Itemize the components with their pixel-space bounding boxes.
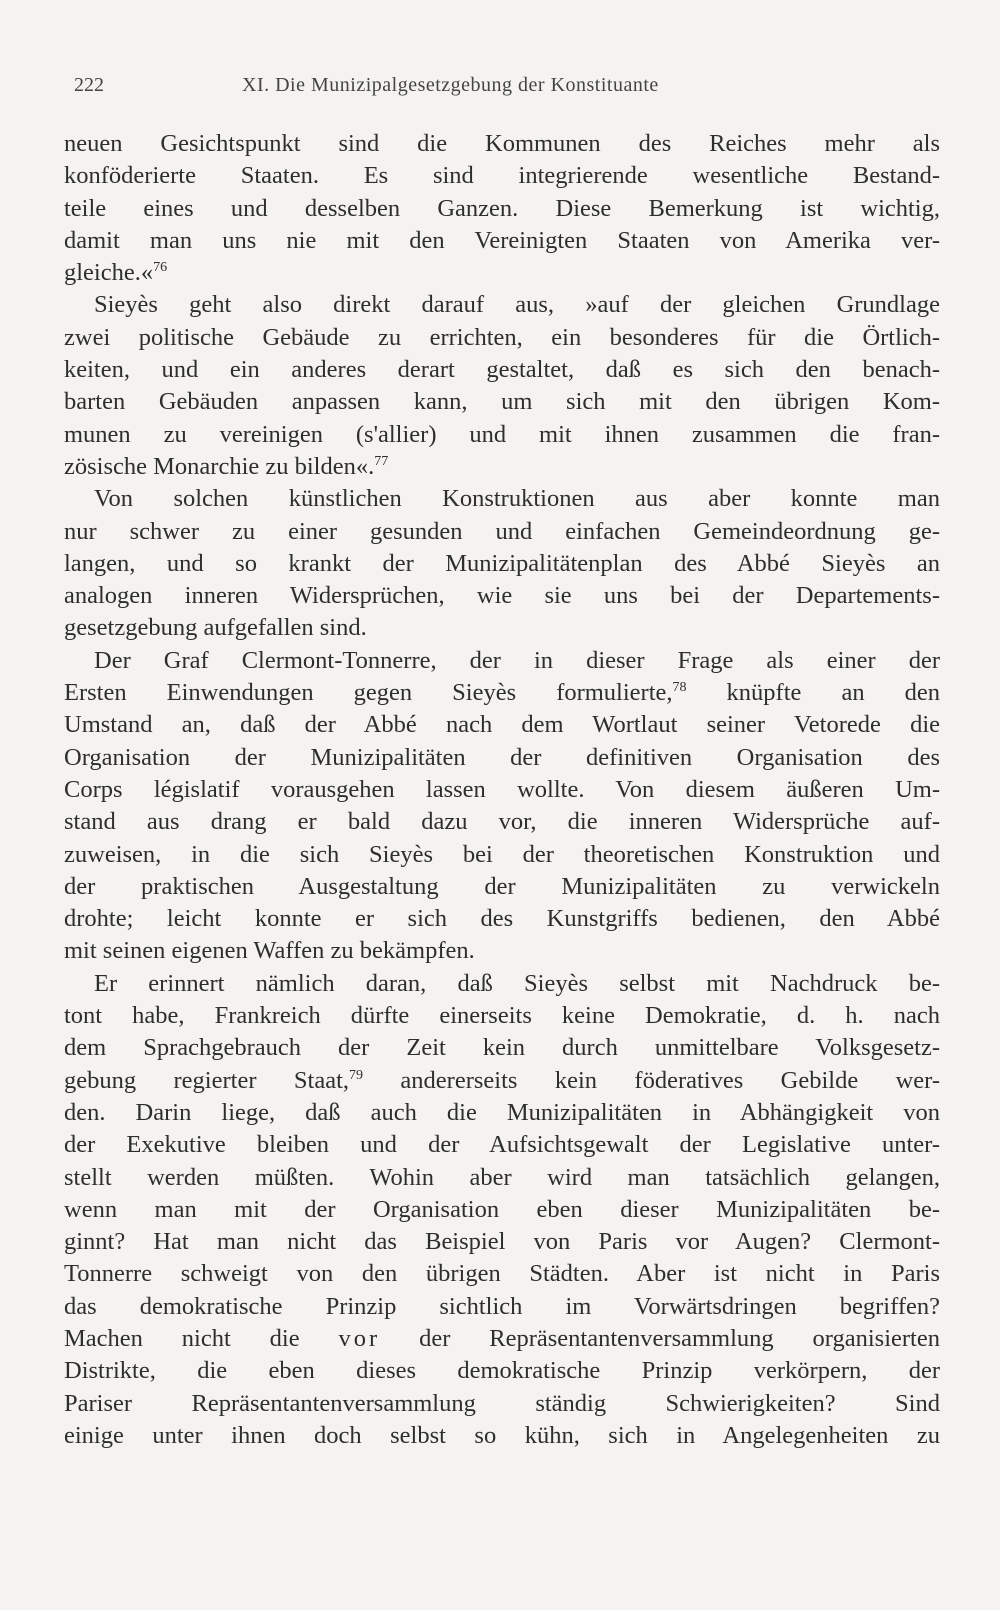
footnote-marker: 79: [349, 1067, 364, 1083]
text-line: [64, 1291, 940, 1323]
line-text: teile eines und desselben Ganzen. Diese Bemerkung ist wichtig,: [64, 194, 940, 222]
line-text: nur schwer zu einer gesunden und einfachen Gemeindeordnung ge-: [64, 517, 940, 545]
line-text: Sieyès geht also direkt darauf aus, »auf der gleichen Grundlage: [94, 291, 940, 319]
line-text: drohte; leicht konnte er sich des Kunstgriffs bedienen, den Abbé: [64, 905, 940, 933]
running-title: XI. Die Munizipalgesetzgebung der Konstituante: [242, 74, 659, 96]
text-line: [64, 774, 940, 806]
line-text-continued: knüpfte an den: [686, 679, 940, 707]
text-line: [64, 483, 940, 515]
text-line: [64, 516, 940, 548]
line-text: Corps législatif vorausgehen lassen wollte. Von diesem äußeren Um-: [64, 775, 940, 803]
spaced-emphasis: vor: [338, 1324, 381, 1352]
line-text: langen, und so krankt der Munizipalitätenplan des Abbé Sieyès an: [64, 549, 940, 577]
line-text: gebung regierter Staat,: [64, 1066, 350, 1094]
line-text: munen zu vereinigen (s'allier) und mit ihnen zusammen die fran-: [64, 420, 940, 448]
text-line: [64, 1129, 940, 1161]
line-text: der Exekutive bleiben und der Aufsichtsgewalt der Legislative unter-: [64, 1131, 940, 1159]
line-text: gleiche.«: [64, 259, 154, 287]
text-line: [64, 935, 940, 967]
text-line: [64, 160, 940, 192]
text-line: [64, 451, 940, 483]
text-line: [64, 968, 940, 1000]
line-text: einige unter ihnen doch selbst so kühn, sich in Angelegenheiten zu: [64, 1421, 940, 1449]
line-text: ginnt? Hat man nicht das Beispiel von Paris vor Augen? Clermont-: [64, 1228, 940, 1256]
text-line: [64, 386, 940, 418]
footnote-marker: 77: [374, 453, 389, 469]
line-text: Tonnerre schweigt von den übrigen Städten. Aber ist nicht in Paris: [64, 1260, 940, 1288]
text-line: [64, 128, 940, 160]
line-text: zösische Monarchie zu bilden«.: [64, 452, 375, 480]
line-text: mit seinen eigenen Waffen zu bekämpfen.: [64, 937, 475, 965]
text-line: [64, 1226, 940, 1258]
text-line: [64, 289, 940, 321]
text-line: [64, 548, 940, 580]
line-text: stellt werden müßten. Wohin aber wird man tatsächlich gelangen,: [64, 1163, 940, 1191]
line-text-continued: andererseits kein föderatives Gebilde wer-: [363, 1066, 940, 1094]
body-text: [64, 128, 940, 1452]
line-text: Machen nicht die: [64, 1324, 339, 1352]
text-line: [64, 806, 940, 838]
line-text: neuen Gesichtspunkt sind die Kommunen des Reiches mehr als: [64, 130, 940, 157]
text-line: [64, 742, 940, 774]
text-line: [64, 1065, 940, 1097]
text-line: [64, 1032, 940, 1064]
page-number: 222: [74, 74, 104, 96]
footnote-marker: 78: [672, 680, 687, 696]
text-line: [64, 612, 940, 644]
line-text: konföderierte Staaten. Es sind integrierende wesentliche Bestand-: [64, 162, 940, 190]
line-text: Distrikte, die eben dieses demokratische Prinzip verkörpern, der: [64, 1357, 940, 1385]
text-line: [64, 1258, 940, 1290]
line-text: das demokratische Prinzip sichtlich im Vorwärtsdringen begriffen?: [64, 1292, 940, 1320]
text-line: [64, 193, 940, 225]
footnote-marker: 76: [153, 260, 168, 276]
line-text: Er erinnert nämlich daran, daß Sieyès selbst mit Nachdruck be-: [94, 969, 940, 997]
line-text: keiten, und ein anderes derart gestaltet, daß es sich den benach-: [64, 356, 940, 384]
text-line: [64, 677, 940, 709]
text-line: [64, 839, 940, 871]
text-line: [64, 1388, 940, 1420]
text-line: [64, 580, 940, 612]
line-text: der praktischen Ausgestaltung der Munizipalitäten zu verwickeln: [64, 872, 940, 900]
text-line: [64, 1420, 940, 1452]
line-text: barten Gebäuden anpassen kann, um sich mit den übrigen Kom-: [64, 388, 940, 416]
text-line: [64, 1194, 940, 1226]
line-text: den. Darin liege, daß auch die Munizipalitäten in Abhängigkeit von: [64, 1098, 940, 1126]
line-text: dem Sprachgebrauch der Zeit kein durch unmittelbare Volksgesetz-: [64, 1034, 940, 1062]
line-text: stand aus drang er bald dazu vor, die inneren Widersprüche auf-: [64, 808, 940, 836]
line-text: tont habe, Frankreich dürfte einerseits keine Demokratie, d. h. nach: [64, 1002, 940, 1030]
text-line: [64, 1000, 940, 1032]
text-line: [64, 1097, 940, 1129]
page-header: [74, 74, 936, 104]
text-line: [64, 1355, 940, 1387]
line-text-continued: der Repräsentantenversammlung organisierten: [380, 1324, 940, 1352]
text-line: [64, 322, 940, 354]
line-text: zuweisen, in die sich Sieyès bei der theoretischen Konstruktion und: [64, 840, 940, 868]
line-text: zwei politische Gebäude zu errichten, ein besonderes für die Örtlich-: [64, 323, 940, 351]
text-line: [64, 1323, 940, 1355]
text-line: [64, 1162, 940, 1194]
line-text: Organisation der Munizipalitäten der definitiven Organisation des: [64, 743, 940, 771]
line-text: Der Graf Clermont-Tonnerre, der in dieser Frage als einer der: [94, 646, 940, 674]
line-text: Pariser Repräsentantenversammlung ständig Schwierigkeiten? Sind: [64, 1389, 940, 1417]
text-line: [64, 903, 940, 935]
text-line: [64, 354, 940, 386]
text-line: [64, 225, 940, 257]
line-text: Ersten Einwendungen gegen Sieyès formulierte,: [64, 679, 673, 707]
line-text: Von solchen künstlichen Konstruktionen aus aber konnte man: [94, 485, 940, 513]
line-text: Umstand an, daß der Abbé nach dem Wortlaut seiner Vetorede die: [64, 711, 940, 739]
text-line: [64, 709, 940, 741]
line-text: wenn man mit der Organisation eben dieser Munizipalitäten be-: [64, 1195, 940, 1223]
line-text: analogen inneren Widersprüchen, wie sie uns bei der Departements-: [64, 582, 940, 610]
line-text: damit man uns nie mit den Vereinigten Staaten von Amerika ver-: [64, 226, 940, 254]
text-line: [64, 419, 940, 451]
text-line: [64, 645, 940, 677]
text-line: [64, 871, 940, 903]
line-text: gesetzgebung aufgefallen sind.: [64, 614, 367, 642]
text-line: [64, 257, 940, 289]
